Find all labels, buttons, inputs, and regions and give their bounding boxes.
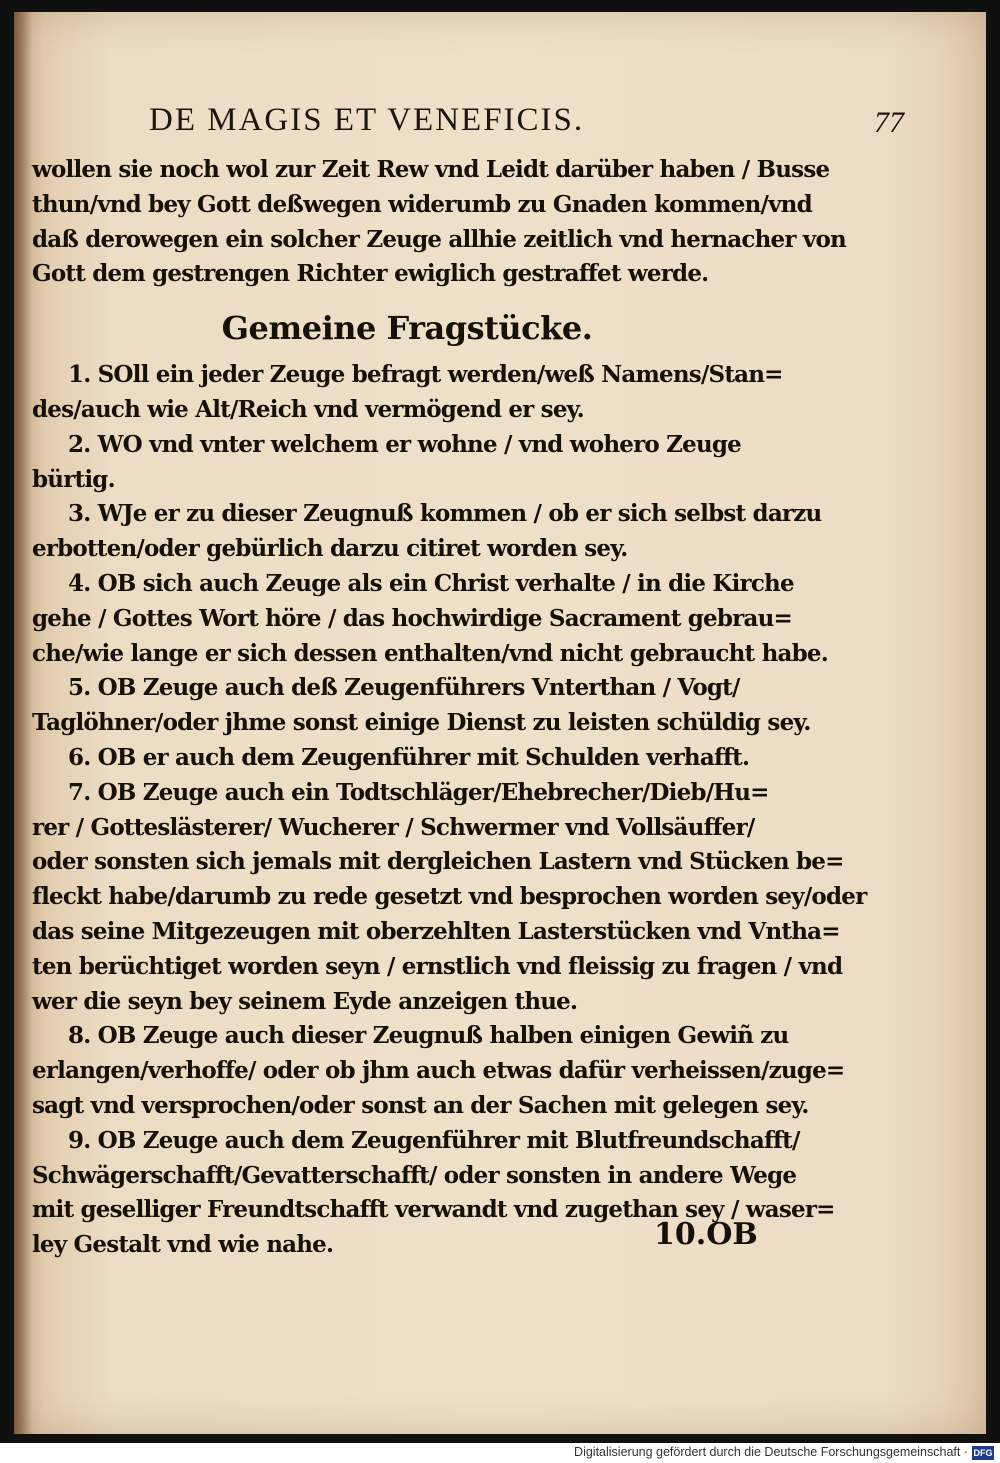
catchword: 10.OB xyxy=(654,1217,758,1252)
text-line: das seine Mitgezeugen mit oberzehlten Lasterstücken vnd Vntha= xyxy=(32,917,840,945)
footer-bar xyxy=(0,1443,1000,1463)
text-line: Gott dem gestrengen Richter ewiglich gestraffet werde. xyxy=(32,260,709,288)
question-item-1 xyxy=(32,358,782,428)
section-heading: Gemeine Fragstücke. xyxy=(221,309,593,348)
text-line: wer die seyn bey seinem Eyde anzeigen thue. xyxy=(32,987,578,1015)
text-line: fleckt habe/darumb zu rede gesetzt vnd besprochen worden sey/oder xyxy=(32,883,867,911)
text-line: 1. SOll ein jeder Zeuge befragt werden/weß Namens/Stan= xyxy=(68,361,783,389)
text-line: rer / Gotteslästerer/ Wucherer / Schwermer vnd Vollsäuffer/ xyxy=(32,813,755,841)
text-line: 5. OB Zeuge auch deß Zeugenführers Vnterthan / Vogt/ xyxy=(68,674,740,702)
text-line: 4. OB sich auch Zeuge als ein Christ verhalte / in die Kirche xyxy=(68,569,794,597)
text-line: 6. OB er auch dem Zeugenführer mit Schulden verhafft. xyxy=(68,743,750,771)
text-line: 2. WO vnd vnter welchem er wohne / vnd wohero Zeuge xyxy=(68,430,741,458)
question-item-8 xyxy=(32,1019,845,1123)
dfg-logo-icon: DFG xyxy=(973,1448,993,1458)
book-page xyxy=(14,12,986,1434)
text-line: erlangen/verhoffe/ oder ob jhm auch etwas dafür verheissen/zuge= xyxy=(32,1057,845,1085)
question-item-3 xyxy=(32,497,822,567)
text-line: thun/vnd bey Gott deßwegen widerumb zu Gnaden kommen/vnd xyxy=(32,190,812,218)
text-line: des/auch wie Alt/Reich vnd vermögend er sey. xyxy=(32,395,584,423)
text-line: ley Gestalt vnd wie nahe. xyxy=(32,1231,334,1259)
text-line: oder sonsten sich jemals mit dergleichen Lastern vnd Stücken be= xyxy=(32,848,844,876)
text-line: wollen sie noch wol zur Zeit Rew vnd Leidt darüber haben / Busse xyxy=(32,156,830,183)
text-line: daß derowegen ein solcher Zeuge allhie zeitlich vnd hernacher von xyxy=(32,225,846,253)
running-title: DE MAGIS ET VENEFICIS. xyxy=(149,102,585,138)
text-line: 8. OB Zeuge auch dieser Zeugnuß halben einigen Gewiñ zu xyxy=(68,1022,789,1050)
running-head xyxy=(64,102,936,152)
text-line: gehe / Gottes Wort höre / das hochwirdige Sacrament gebrau= xyxy=(32,604,792,632)
question-item-2 xyxy=(32,428,782,498)
text-line: 7. OB Zeuge auch ein Todtschläger/Ehebrecher/Dieb/Hu= xyxy=(68,778,769,806)
text-line: 9. OB Zeuge auch dem Zeugenführer mit Blutfreundschafft/ xyxy=(68,1126,800,1154)
text-line: Taglöhner/oder jhme sonst einige Dienst zu leisten schüldig sey. xyxy=(32,709,811,737)
text-line: ten berüchtiget worden seyn / ernstlich vnd fleissig zu fragen / vnd xyxy=(32,952,843,980)
page-number: 77 xyxy=(874,106,904,139)
funding-credit: Digitalisierung gefördert durch die Deutsche Forschungsgemeinschaft · xyxy=(574,1445,968,1459)
text-line: sagt vnd versprochen/oder sonst an der Sachen mit gelegen sey. xyxy=(32,1091,809,1119)
question-item-4 xyxy=(32,567,828,671)
text-line: 3. WJe er zu dieser Zeugnuß kommen / ob er sich selbst darzu xyxy=(68,500,822,528)
question-item-7 xyxy=(32,776,867,1020)
question-item-6 xyxy=(32,741,782,776)
text-line: Schwägerschafft/Gevatterschafft/ oder sonsten in andere Wege xyxy=(32,1161,797,1189)
text-line: bürtig. xyxy=(32,465,115,493)
question-item-5 xyxy=(32,671,811,741)
text-line: che/wie lange er sich dessen enthalten/vnd nicht gebraucht habe. xyxy=(32,639,828,667)
body-text xyxy=(32,153,867,1263)
text-line: mit geselliger Freundtschafft verwandt vnd zugethan sey / waser= xyxy=(32,1196,835,1224)
text-line: erbotten/oder gebürlich darzu citiret worden sey. xyxy=(32,535,628,563)
